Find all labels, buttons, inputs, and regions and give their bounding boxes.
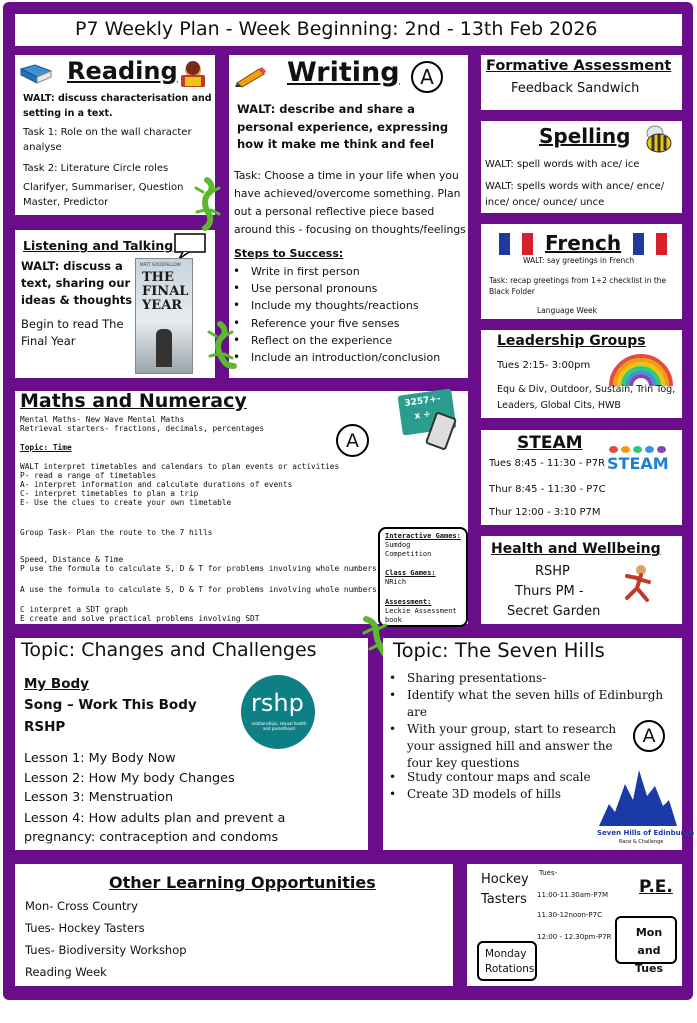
rshp-logo (241, 675, 315, 749)
french-walt: WALT: say greetings in French (523, 256, 635, 265)
topic-changes-lesson: Lesson 1: My Body Now (24, 751, 176, 766)
reading-roles: Clarifyer, Summariser, Question Master, Predictor (23, 182, 184, 208)
speech-bubble-icon (173, 232, 207, 260)
steam-panel (481, 430, 682, 525)
topic-changes-heading: Topic: Changes and Challenges (21, 639, 317, 661)
french-week: Language Week (537, 306, 597, 315)
maths-mental: Mental Maths- New Wave Mental Maths (20, 415, 185, 424)
maths-topic: Topic: Time (20, 443, 72, 452)
maths-group-task: Group Task- Plan the route to the 7 hills (20, 528, 213, 537)
listening-walt: WALT: discuss a text, sharing our ideas & thoughts (21, 259, 133, 307)
steam-session: Tues 8:45 - 11:30 - P7R (489, 458, 606, 469)
topic-changes-panel (15, 638, 368, 850)
writing-steps-list (229, 263, 440, 366)
leadership-time: Tues 2:15- 3:00pm (497, 360, 591, 371)
maths-sdt-a: A use the formula to calculate S, D & T for problems involving whole numbers (20, 585, 377, 594)
calculator-display: 3257+- (403, 394, 442, 409)
title-banner (15, 14, 682, 46)
pe-heading: P.E. (639, 877, 673, 897)
reading-task1: Task 1: Role on the wall character analyse (23, 127, 192, 153)
reading-walt: WALT: discuss characterisation and setting in a text. (23, 93, 212, 119)
formative-panel (481, 55, 682, 110)
hills-logo-sub: Race & Challenge (619, 839, 664, 845)
other-item: Tues- Hockey Tasters (25, 921, 145, 935)
topic-hills-item: • Sharing presentations- (383, 670, 673, 687)
leadership-panel (481, 330, 682, 418)
writing-task: Task: Choose a time in your life when you have achieved/overcome something. Plan out a personal reflective piece based around this - focusing on thoughts/feelings (234, 169, 466, 236)
reading-panel (15, 55, 215, 215)
games-class-value: NRich (385, 578, 407, 586)
topic-changes-line1: My Body (24, 676, 89, 692)
topic-changes-line3: RSHP (24, 719, 66, 735)
maths-level-badge: A (336, 424, 369, 457)
other-item: Mon- Cross Country (25, 899, 138, 913)
pe-tues: Tues- (539, 869, 558, 877)
writing-heading: Writing (287, 57, 400, 88)
listening-panel (15, 230, 215, 378)
other-item: Reading Week (25, 965, 107, 979)
hills-logo-icon (599, 766, 677, 826)
steam-session: Thur 8:45 - 11:30 - P7C (489, 484, 606, 495)
french-task: Task: recap greetings from 1+2 checklist in the Black Folder (489, 276, 667, 296)
pe-slot: 11.30-12noon-P7C (537, 911, 602, 919)
book-cover-author: MATT GOODFELLOW (140, 262, 181, 267)
topic-changes-lesson: Lesson 2: How My body Changes (24, 771, 235, 786)
writing-step: • Include my thoughts/reactions (229, 297, 440, 314)
writing-step: • Reflect on the experience (229, 332, 440, 349)
other-panel (15, 864, 453, 986)
topic-hills-item: • With your group, start to research your assigned hill and answer the four key questions (383, 721, 623, 772)
rshp-logo-text: rshp (251, 689, 304, 717)
listening-begin: Begin to read The Final Year (21, 317, 124, 348)
spelling-panel (481, 121, 682, 213)
steam-logo: STEAM (607, 454, 669, 473)
health-line1: RSHP (535, 564, 570, 579)
writing-level-badge: A (411, 61, 443, 93)
maths-retrieval: Retrieval starters- fractions, decimals, percentages (20, 424, 265, 433)
writing-walt: WALT: describe and share a personal experience, expressing how it make me think and feel (237, 102, 449, 151)
reading-heading: Reading (67, 57, 178, 85)
steam-session: Thur 12:00 - 3:10 P7M (489, 507, 601, 518)
topic-hills-heading: Topic: The Seven Hills (393, 639, 605, 662)
other-item: Tues- Biodiversity Workshop (25, 943, 187, 957)
maths-p: P- read a range of timetables (20, 471, 157, 480)
topic-hills-item: • Identify what the seven hills of Edinburgh are (383, 687, 673, 721)
topic-hills-panel (383, 638, 695, 850)
maths-c: C- interpret timetables to plan a trip (20, 489, 199, 498)
pe-hockey: Hockey Tasters (481, 872, 529, 907)
health-line3: Secret Garden (507, 604, 601, 619)
book-cover-title: THE FINAL YEAR (142, 270, 189, 313)
spelling-walt2: WALT: spells words with ance/ ence/ ince/ once/ ounce/ unce (485, 181, 665, 208)
pe-montues: Mon and Tues (634, 926, 664, 975)
runner-icon (617, 564, 663, 604)
formative-heading: Formative Assessment (486, 58, 672, 74)
book-cover-image (135, 258, 193, 374)
spelling-heading: Spelling (539, 124, 631, 148)
leadership-heading: Leadership Groups (497, 333, 646, 349)
rshp-logo-sub: relationships, sexual health and parenthood (251, 721, 307, 731)
french-heading: French (545, 231, 622, 255)
maths-heading: Maths and Numeracy (20, 390, 247, 412)
games-assessment-label: Assessment: (385, 598, 432, 606)
pe-monday: Monday Rotations (485, 948, 535, 975)
writing-step: • Write in first person (229, 263, 440, 280)
french-panel (481, 224, 682, 319)
maths-walt: WALT interpret timetables and calendars to plan events or activities (20, 462, 340, 471)
topic-changes-lesson: Lesson 4: How adults plan and prevent a pregnancy: contraception and condoms (24, 811, 286, 845)
writing-panel (229, 55, 468, 378)
topic-changes-line2: Song – Work This Body (24, 697, 197, 713)
pe-montues-box (615, 916, 677, 975)
french-flag-icon (633, 233, 667, 255)
topic-changes-lesson: Lesson 3: Menstruation (24, 790, 174, 805)
formative-text: Feedback Sandwich (511, 81, 640, 96)
calculator-icon (400, 392, 464, 450)
maths-sdt-e: E create and solve practical problems involving SDT (20, 614, 260, 623)
games-assessment-value: Leckie Assessment book (385, 607, 457, 624)
maths-games-box (378, 527, 468, 627)
spelling-walt1: WALT: spell words with ace/ ice (485, 159, 640, 170)
maths-sdt-p: P use the formula to calculate S, D & T for problems involving whole numbers (20, 564, 377, 573)
french-flag-icon (499, 233, 533, 255)
topic-hills-list (383, 670, 673, 772)
other-heading: Other Learning Opportunities (109, 873, 376, 892)
health-line2: Thurs PM - (515, 584, 584, 599)
games-interactive-label: Interactive Games: (385, 532, 461, 540)
maths-a: A- interpret information and calculate durations of events (20, 480, 293, 489)
page-title: P7 Weekly Plan - Week Beginning: 2nd - 13th Feb 2026 (75, 18, 598, 40)
writing-step: • Use personal pronouns (229, 280, 440, 297)
lizard-icon (193, 178, 223, 230)
listening-heading: Listening and Talking (23, 238, 174, 253)
pe-slot: 11:00-11.30am-P7M (537, 891, 609, 899)
lizard-icon (206, 322, 238, 370)
maths-sdt-c: C interpret a SDT graph (20, 605, 128, 614)
pe-monday-box (477, 941, 537, 981)
pencil-icon (233, 65, 267, 87)
topic-hills-item: • Study contour maps and scale (383, 769, 673, 786)
maths-sdt-heading: Speed, Distance & Time (20, 555, 124, 564)
reading-task2: Task 2: Literature Circle roles (23, 163, 169, 174)
maths-e: E- Use the clues to create your own timetable (20, 498, 232, 507)
leadership-groups: Equ & Div, Outdoor, Sustain, Trin Tog, Leaders, Global Cits, HWB (497, 384, 676, 411)
writing-steps-heading: Steps to Success: (234, 247, 344, 260)
steam-logo-dots (609, 446, 673, 454)
games-interactive-value: Sumdog Competition (385, 541, 432, 558)
pe-slot: 12:00 - 12.30pm-P7R (537, 933, 612, 941)
games-class-label: Class Games: (385, 569, 436, 577)
bee-icon (641, 123, 677, 157)
health-heading: Health and Wellbeing (491, 541, 661, 557)
steam-heading: STEAM (517, 433, 583, 453)
calculator-ops: x ÷ (413, 409, 432, 422)
reader-icon (177, 59, 209, 89)
pe-panel (467, 864, 682, 986)
hills-logo-title: Seven Hills of Edinburgh (597, 829, 695, 837)
topic-hills-item: • Create 3D models of hills (383, 786, 673, 803)
writing-step: • Reference your five senses (229, 315, 440, 332)
writing-step: • Include an introduction/conclusion (229, 349, 440, 366)
health-panel (481, 536, 682, 624)
topic-hills-level-badge: A (633, 720, 665, 752)
book-icon (19, 61, 53, 87)
